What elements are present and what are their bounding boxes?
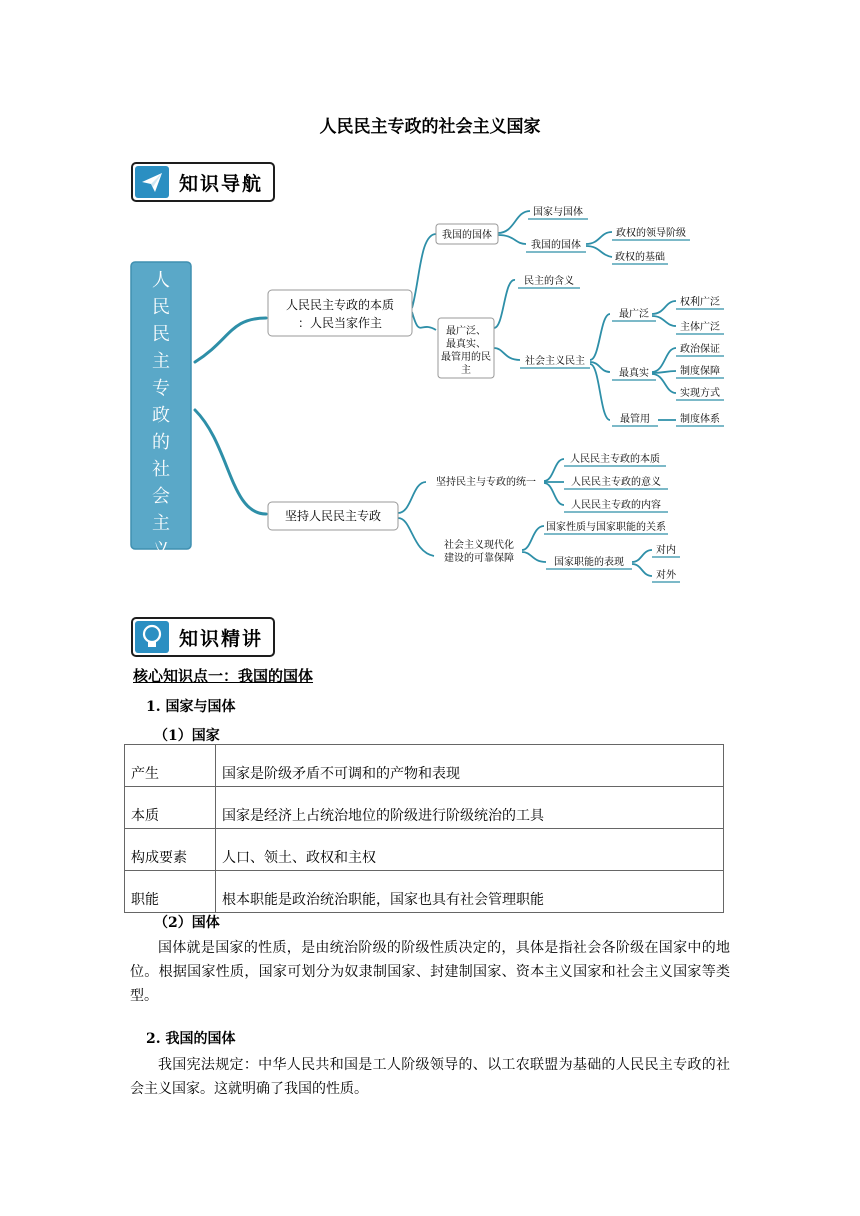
table-row: [125, 829, 724, 871]
sub2-line2: 最真实、: [446, 339, 486, 350]
table-row: [125, 871, 724, 913]
mm-leaf-duiwai: 对外: [656, 570, 676, 581]
table-key: 职能: [125, 871, 216, 913]
mm-leaf-zhengzhi: 政治保证: [680, 344, 720, 355]
root-char: 人: [152, 270, 170, 291]
mm-leaf-benzhi: 人民民主专政的本质: [570, 454, 660, 465]
mm-group-zui-zhenshi: 最真实: [619, 368, 649, 379]
mm-leaf-shixian: 实现方式: [680, 388, 720, 399]
lightbulb-icon: [135, 621, 169, 653]
paper-plane-icon: [135, 166, 169, 198]
table-key: 产生: [125, 745, 216, 787]
table-value: 国家是经济上占统治地位的阶级进行阶级统治的工具: [216, 787, 724, 829]
subheading-1-2: （2）国体: [154, 915, 220, 931]
mm-leaf-duinei: 对内: [656, 545, 676, 556]
mm-node-baozhang-line1: 社会主义现代化: [444, 540, 514, 551]
mm-leaf-zhidu-baozhang: 制度保障: [680, 366, 720, 377]
subheading-1: 1. 国家与国体: [146, 699, 236, 715]
mm-node-guojia-guoti: 国家与国体: [533, 207, 583, 218]
paragraph-woguo-guoti: 我国宪法规定：中华人民共和国是工人阶级领导的、以工农联盟为基础的人民民主专政的社会主义国家。这就明确了我国的性质。: [130, 1057, 730, 1097]
mm-node-minzhu-hanyi: 民主的含义: [524, 276, 574, 287]
root-char: 国: [152, 567, 170, 588]
sub2-line3: 最管用的民: [441, 352, 491, 363]
mm-group-zui-guangfan: 最广泛: [619, 309, 649, 320]
page-title: 人民民主专政的社会主义国家: [319, 117, 541, 137]
mm-leaf-quanli: 权利广泛: [680, 297, 720, 308]
mm-leaf-yiyi: 人民民主专政的意义: [571, 477, 661, 488]
table-row: [125, 787, 724, 829]
table-key: 构成要素: [125, 829, 216, 871]
table-row: [125, 745, 724, 787]
root-char: 社: [152, 459, 170, 480]
link-root-b1: [195, 318, 266, 362]
table-value: 人口、领土、政权和主权: [216, 829, 724, 871]
root-char: 义: [152, 540, 170, 561]
branch2-label: 坚持人民民主专政: [284, 509, 382, 523]
mm-node-biaoxian: 国家职能的表现: [554, 557, 624, 568]
branch1-line2: ：人民当家作主: [297, 316, 383, 330]
root-char: 主: [152, 351, 170, 372]
sub2-line1: 最广泛、: [446, 326, 486, 337]
root-char: 主: [152, 513, 170, 534]
state-table: [124, 744, 724, 913]
link-root-b2: [195, 410, 266, 514]
knowledge-lecture-label: 知识精讲: [179, 628, 264, 650]
root-char: 民: [152, 324, 170, 345]
mm-node-guanxi: 国家性质与国家职能的关系: [546, 522, 666, 533]
table-value: 根本职能是政治统治职能，国家也具有社会管理职能: [216, 871, 724, 913]
mind-map: [120, 200, 740, 615]
mm-leaf-lingdao: 政权的领导阶级: [616, 228, 686, 239]
sub2-line4: 主: [461, 365, 471, 376]
root-char: 家: [152, 594, 170, 615]
mm-node-baozhang-line2: 建设的可靠保障: [444, 553, 514, 564]
root-char: 会: [152, 486, 170, 507]
subheading-2: 2. 我国的国体: [146, 1031, 236, 1047]
branch1-line1: 人民民主专政的本质: [285, 298, 395, 312]
mm-leaf-neirong: 人民民主专政的内容: [571, 500, 661, 511]
subheading-1-1: （1）国家: [154, 728, 220, 744]
mm-node-shehuizhuyi-minzhu: 社会主义民主: [525, 356, 585, 367]
root-char: 民: [152, 297, 170, 318]
table-value: 国家是阶级矛盾不可调和的产物和表现: [216, 745, 724, 787]
root-char: 专: [152, 378, 170, 399]
mm-leaf-zhidu-tixi: 制度体系: [680, 414, 720, 425]
knowledge-nav-label: 知识导航: [179, 173, 264, 195]
mm-leaf-zhuti: 主体广泛: [680, 322, 720, 333]
sub1-label: 我国的国体: [442, 230, 492, 241]
mm-node-tongyi: 坚持民主与专政的统一: [436, 477, 536, 488]
table-key: 本质: [125, 787, 216, 829]
mm-leaf-jichu: 政权的基础: [615, 252, 665, 263]
mm-group-zui-guanyong: 最管用: [620, 414, 650, 425]
root-char: 的: [152, 432, 170, 453]
core-point-heading: 核心知识点一：我国的国体: [133, 667, 314, 685]
root-char: 政: [152, 405, 170, 426]
paragraph-guoti: 国体就是国家的性质，是由统治阶级的阶级性质决定的，具体是指社会各阶级在国家中的地位。根据国家性质，国家可划分为奴隶制国家、封建制国家、资本主义国家和社会主义国家等类型。: [130, 940, 730, 1004]
knowledge-lecture-badge: [131, 617, 275, 657]
knowledge-nav-badge: [131, 162, 275, 202]
mm-node-woguo-guoti: 我国的国体: [531, 240, 581, 251]
